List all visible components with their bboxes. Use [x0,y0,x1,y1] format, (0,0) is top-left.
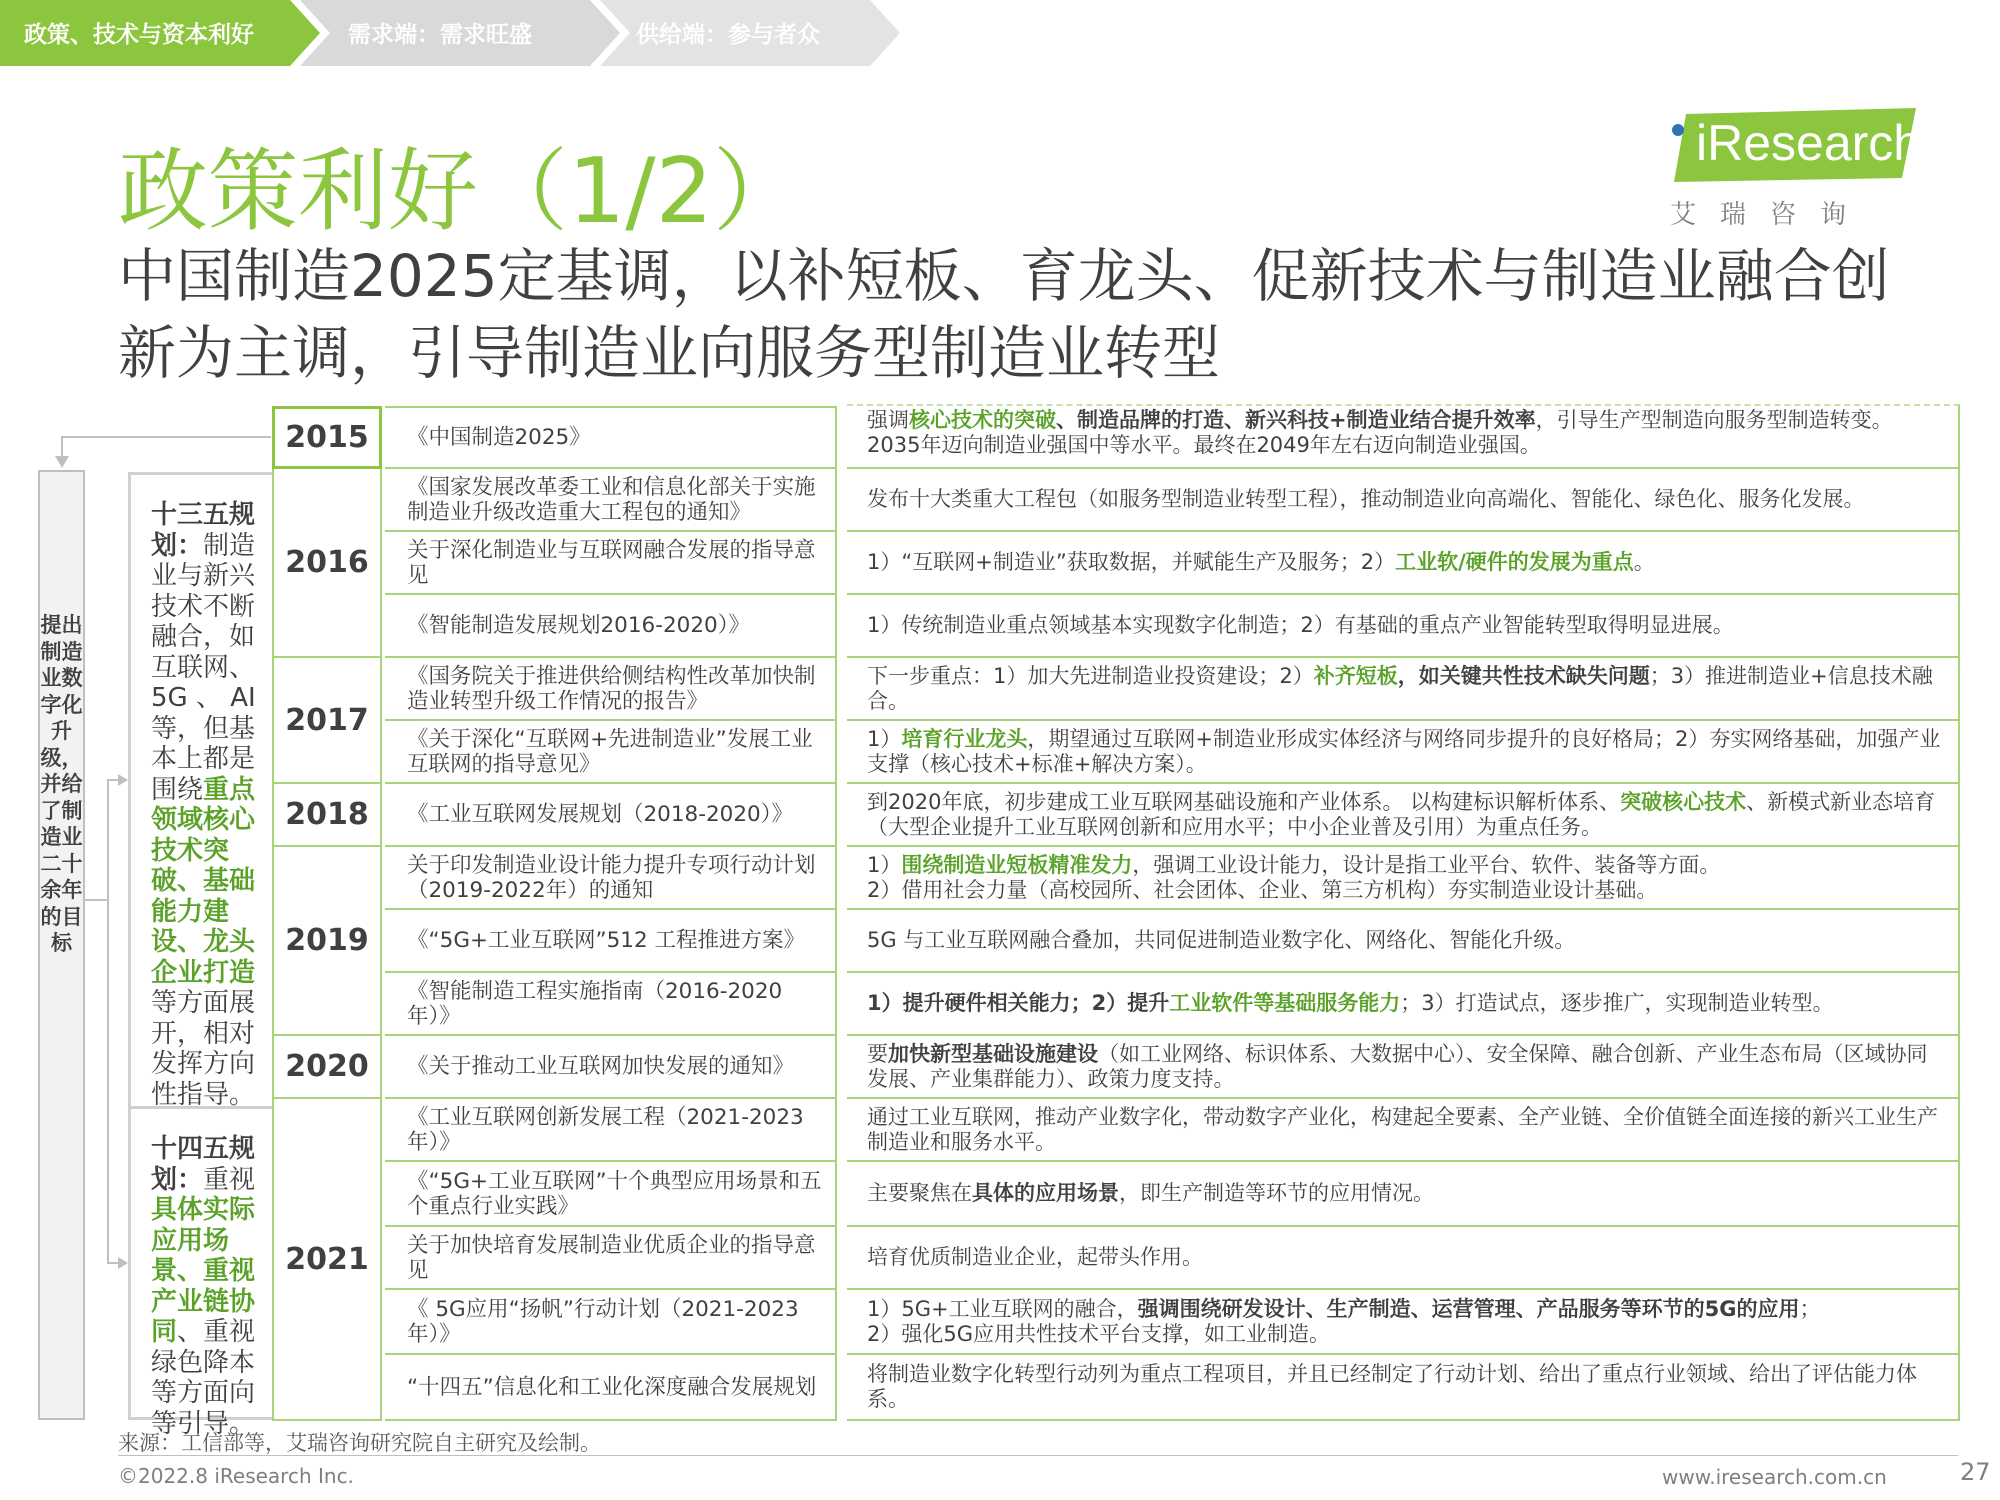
plan14-highlight: 具体实际应用场景、重视产业链协同 [151,1195,256,1347]
policy-document: 《智能制造发展规划2016-2020）》 [385,595,837,658]
plan13-text2: 等方面展开，相对发挥方向性指导。 [151,988,256,1110]
year-cell: 2018 [272,784,382,847]
policy-description: 强调核心技术的突破、制造品牌的打造、新兴科技+制造业结合提升效率，引导生产型制造向服务型制造转变。 2035年迈向制造业强国中等水平。最终在2049年左右迈向制造业强国。 [847,404,1960,469]
policy-description: 1）5G+工业互联网的融合，强调围绕研发设计、生产制造、运营管理、产品服务等环节的5G的应用； 2）强化5G应用共性技术平台支撑，如工业制造。 [847,1290,1960,1355]
plan13-prefix: 十三五规划： [151,500,256,561]
year-cell: 2021 [272,1099,382,1421]
policy-document: “十四五”信息化和工业化深度融合发展规划 [385,1355,837,1421]
policy-document: 《国务院关于推进供给侧结构性改革加快制造业转型升级工作情况的报告》 [385,658,837,721]
policy-document: 关于深化制造业与互联网融合发展的指导意见 [385,532,837,595]
year-cell: 2019 [272,847,382,1036]
source-note: 来源：工信部等，艾瑞咨询研究院自主研究及绘制。 [118,1431,601,1455]
policy-document: 关于印发制造业设计能力提升专项行动计划（2019-2022年）的通知 [385,847,837,910]
nav-tab-policy[interactable]: 政策、技术与资本利好 [24,22,254,48]
plan14-text1: 重视 [203,1164,256,1195]
side-goal-label: 提出制造业数字化升级，并给了制造业二十余年的目标 [40,613,83,955]
policy-document: 《关于深化“互联网+先进制造业”发展工业互联网的指导意见》 [385,721,837,784]
policy-description: 培育优质制造业企业，起带头作用。 [847,1227,1960,1290]
plan13-highlight: 重点领域核心技术突破、基础能力建设、龙头企业打造 [151,774,256,988]
policy-description: 5G 与工业互联网融合叠加，共同促进制造业数字化、网络化、智能化升级。 [847,910,1960,973]
plan-14th-five-year [128,1106,274,1439]
policy-description: 将制造业数字化转型行动列为重点工程项目，并且已经制定了行动计划、给出了重点行业领域、给出了评估能力体系。 [847,1355,1960,1421]
policy-description: 主要聚焦在具体的应用场景，即生产制造等环节的应用情况。 [847,1162,1960,1227]
policy-description: 发布十大类重大工程包（如服务型制造业转型工程），推动制造业向高端化、智能化、绿色化、服务化发展。 [847,469,1960,532]
page-number: 27 [1960,1458,1991,1486]
nav-tab-supply[interactable]: 供给端：参与者众 [636,22,820,48]
policy-document: 《 5G应用“扬帆”行动计划（2021-2023 年）》 [385,1290,837,1355]
policy-document: 《工业互联网发展规划（2018-2020）》 [385,784,837,847]
year-cell: 2017 [272,658,382,784]
year-cell: 2020 [272,1036,382,1099]
year-cell: 2015 [272,406,382,469]
iresearch-logo [1664,108,1920,228]
policy-description: 1）提升硬件相关能力；2）提升工业软件等基础服务能力；3）打造试点，逐步推广，实现制造业转型。 [847,973,1960,1036]
logo-wordmark: iResearch [1696,115,1922,171]
policy-description: 1）围绕制造业短板精准发力，强调工业设计能力，设计是指工业平台、软件、装备等方面。 2）借用社会力量（高校园所、社会团体、企业、第三方机构）夯实制造业设计基础。 [847,847,1960,910]
policy-description: 1）传统制造业重点领域基本实现数字化制造；2）有基础的重点产业智能转型取得明显进展。 [847,595,1960,658]
policy-description: 1）“互联网+制造业”获取数据，并赋能生产及服务；2）工业软/硬件的发展为重点。 [847,532,1960,595]
policy-document: 《“5G+工业互联网”512 工程推进方案》 [385,910,837,973]
policy-description: 下一步重点：1）加大先进制造业投资建设；2）补齐短板，如关键共性技术缺失问题；3）推进制造业+信息技术融合。 [847,658,1960,721]
policy-document: 关于加快培育发展制造业优质企业的指导意见 [385,1227,837,1290]
policy-document: 《国家发展改革委工业和信息化部关于实施制造业升级改造重大工程包的通知》 [385,469,837,532]
website-link[interactable]: www.iresearch.com.cn [1662,1465,1887,1489]
plan14-prefix: 十四五规划： [151,1134,256,1195]
year-cell: 2016 [272,469,382,658]
page-title: 政策利好（1/2） [118,139,803,244]
plan-13th-five-year [128,472,274,1109]
policy-document: 《工业互联网创新发展工程（2021-2023年）》 [385,1099,837,1162]
policy-description: 要加快新型基础设施建设（如工业网络、标识体系、大数据中心）、安全保障、融合创新、产业生态布局（区域协同发展、产业集群能力）、政策力度支持。 [847,1036,1960,1099]
policy-document: 《关于推动工业互联网加快发展的通知》 [385,1036,837,1099]
logo-subtitle: 艾瑞咨询 [1670,200,1871,230]
policy-description: 通过工业互联网，推动产业数字化，带动数字产业化，构建起全要素、全产业链、全价值链全面连接的新兴工业生产制造业和服务水平。 [847,1099,1960,1162]
policy-document: 《智能制造工程实施指南（2016-2020年）》 [385,973,837,1036]
nav-tab-demand[interactable]: 需求端：需求旺盛 [348,22,532,48]
policy-document: 《中国制造2025》 [385,406,837,469]
footer-divider [118,1455,1958,1456]
plan14-text2: 、重视绿色降本等方面向等引导。 [151,1317,256,1439]
copyright: ©2022.8 iResearch Inc. [118,1464,354,1488]
policy-description: 到2020年底，初步建成工业互联网基础设施和产业体系。 以构建标识解析体系、突破核心技术、新模式新业态培育（大型企业提升工业互联网创新和应用水平；中小企业普及引用）为重点任务。 [847,784,1960,847]
policy-description: 1）培育行业龙头，期望通过互联网+制造业形成实体经济与网络同步提升的良好格局；2）夯实网络基础，加强产业支撑（核心技术+标准+解决方案）。 [847,721,1960,784]
plan13-text1: 制造业与新兴技术不断融合，如互联网、5G 、 AI等，但基本上都是围绕 [151,530,256,805]
policy-document: 《“5G+工业互联网”十个典型应用场景和五个重点行业实践》 [385,1162,837,1227]
page-subtitle: 中国制造2025定基调，以补短板、育龙头、促新技术与制造业融合创新为主调，引导制造业向服务型制造业转型 [118,242,1890,387]
